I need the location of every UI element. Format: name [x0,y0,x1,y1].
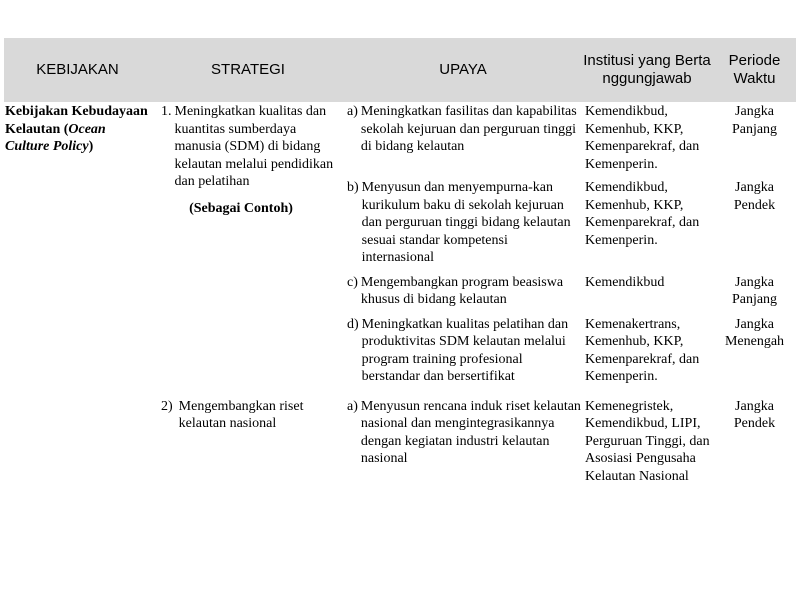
table-row [4,102,796,173]
effort-1d-period: Jangka Menengah [724,316,785,349]
policy-name-italic: Ocean Culture Policy [5,121,106,154]
header-strategi: STRATEGI [151,38,345,102]
effort-1d-cell [345,309,581,386]
effort-2a [345,398,581,468]
header-upaya: UPAYA [345,38,581,102]
effort-2a-period: Jangka Pendek [733,398,776,431]
strategy-2-text: Mengembangkan riset kelautan nasional [178,398,304,431]
effort-1b-institution: Kemendikbud, Kemenhub, KKP, Kemenparekraf, dan Kemenperin. [585,180,700,248]
effort-1a [345,103,581,156]
policy-name-prefix: Kebijakan Kebudayaan Kelautan ( [5,104,148,137]
policy-table [4,38,796,485]
effort-2a-institution: Kemenegristek, Kemendikbud, LIPI, Perguruan Tinggi, dan Asosiasi Pengusaha Kelautan Nasional [585,398,710,484]
policy-empty-cell [4,386,151,486]
effort-1c-institution: Kemendikbud [585,274,665,290]
effort-1d-letter: d) [347,316,359,332]
effort-2a-cell [345,386,581,486]
strategy-1-text: Meningkatkan kualitas dan kuantitas sumberdaya manusia (SDM) di bidang kelautan melalui pendidikan dan pelatihan [174,104,334,189]
header-institusi: Institusi yang Bertanggungjawab [581,38,713,102]
effort-1c [345,274,581,309]
strategy-1-number: 1. [161,104,172,119]
effort-1d-text: Meningkatkan kualitas pelatihan dan produktivitas SDM kelautan melalui program training profesional berstandar dan bersertifikat [361,316,569,384]
effort-1a-cell [345,102,581,173]
policy-name-suffix: ) [88,139,94,154]
effort-1a-letter: a) [347,104,358,119]
table-row [4,386,796,486]
table-header-row [4,38,796,102]
effort-1b [345,179,581,267]
strategy-1-note: (Sebagai Contoh) [189,200,293,216]
policy-document [4,38,796,485]
effort-1b-text: Menyusun dan menyempurna-kan kurikulum baku di sekolah kejuruan dan perguruan tinggi bidang kelautan sesuai standar kompetensi internasional [361,180,571,265]
effort-1c-period: Jangka Panjang [731,274,778,307]
effort-1c-text: Mengembangkan program beasiswa khusus di bidang kelautan [360,274,564,307]
effort-1a-text: Meningkatkan fasilitas dan kapabilitas sekolah kejuruan dan perguruan tinggi di bidang kelautan [360,104,577,154]
effort-1d [345,316,581,386]
policy-name-cell [4,102,151,386]
strategy-2-number: 2) [161,398,173,414]
effort-1a-period: Jangka Panjang [731,104,778,137]
effort-1a-institution: Kemendikbud, Kemenhub, KKP, Kemenparekraf, dan Kemenperin. [585,104,700,172]
strategy-2 [161,398,343,433]
header-kebijakan: KEBIJAKAN [4,38,151,102]
effort-1b-cell [345,173,581,267]
effort-1d-institution: Kemenakertrans, Kemenhub, KKP, Kemenparekraf, dan Kemenperin. [585,316,700,384]
effort-2a-letter: a) [347,398,358,414]
effort-1b-period: Jangka Pendek [733,180,776,213]
strategy-1 [161,103,343,191]
header-periode: Periode Waktu [713,38,796,102]
effort-1c-letter: c) [347,274,358,290]
effort-2a-text: Menyusun rencana induk riset kelautan nasional dan mengintegrasikannya dengan kegiatan industri kelautan nasional [360,398,581,466]
effort-1c-cell [345,267,581,309]
effort-1b-letter: b) [347,180,359,195]
strategy-2-cell [151,386,345,486]
strategy-1-cell [151,102,345,386]
